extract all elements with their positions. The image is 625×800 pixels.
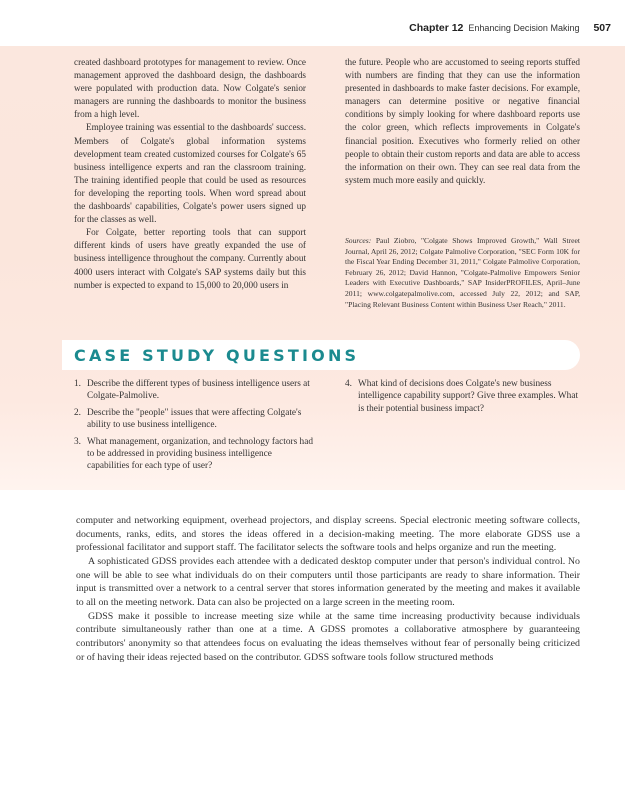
question-text: Describe the different types of business intelligence users at Colgate-Palmolive. bbox=[87, 379, 310, 402]
question-item bbox=[74, 407, 314, 432]
body-paragraph-2: A sophisticated GDSS provides each attendee with a dedicated desktop computer under that person's individual control. No one will be able to see what individuals do on their computers until those participants are ready to share information. Their input is transmitted over a network to a central server that stores information generated by the meeting and makes it available to all on the meeting network. Data can also be projected on a large screen in the meeting room. bbox=[76, 555, 580, 608]
sources-note bbox=[345, 236, 580, 310]
questions-left-column bbox=[74, 378, 314, 477]
body-text bbox=[76, 514, 580, 664]
case-right-paragraph-1: the future. People who are accustomed to seeing reports stuffed with numbers are finding that they can use the information presented in dashboards to make faster decisions. For example, managers can determine positive or negative financial conditions by simply looking for where dashboard reports use the color green, which reflects improvements in Colgate's financial position. Executives who formerly relied on other people to obtain their custom reports and data are able to access the information on their own. They can see real data from the system much more easily and quickly. bbox=[345, 57, 580, 185]
sources-label: Sources: bbox=[345, 236, 372, 245]
case-left-paragraph-2: Employee training was essential to the dashboards' success. Members of Colgate's global information systems development team created customized courses for Colgate's 65 business intelligence experts and ran the classroom training. The training identified people that could be used as resources for developing the reporting tools. When word spread about the dashboards' capabilities, Colgate's power users signed up for the classes as well. bbox=[74, 122, 306, 225]
question-number: 4. bbox=[345, 379, 352, 389]
question-item bbox=[74, 436, 314, 473]
body-paragraph-1: computer and networking equipment, overhead projectors, and display screens. Special electronic meeting software collects, documents, ranks, edits, and stores the ideas offered in a decision-making meeting. The more elaborate GDSS use a professional facilitator and support staff. The facilitator selects the software tools and helps organize and run the meeting. bbox=[76, 515, 580, 554]
questions-right-column bbox=[345, 378, 580, 419]
question-text: Describe the "people" issues that were affecting Colgate's ability to use business intelligence. bbox=[87, 407, 302, 431]
question-number: 3. bbox=[74, 436, 81, 447]
question-text: What management, organization, and technology factors had to be addressed in providing business intelligence capabilities for each type of user? bbox=[87, 436, 313, 472]
case-left-paragraph-3: For Colgate, better reporting tools that can support different kinds of users have greatly expanded the use of business intelligence throughout the company. Currently about 4000 users interact with Colgate's SAP systems daily but this number is expected to expand to 15,000 to 20,000 users in bbox=[74, 227, 306, 290]
chapter-title: Enhancing Decision Making bbox=[468, 23, 580, 33]
case-right-column bbox=[345, 56, 580, 187]
body-paragraph-3: GDSS make it possible to increase meeting size while at the same time increasing productivity because individuals contribute simultaneously rather than one at a time. A GDSS promotes a collaborative atmosphere by guaranteeing contributors' anonymity so that attendees focus on evaluating the ideas themselves without fear of personally being criticized or of having their ideas rejected based on the contributor. GDSS software tools follow structured methods bbox=[76, 610, 580, 663]
sources-text: Paul Ziobro, "Colgate Shows Improved Growth," Wall Street Journal, April 26, 2012; Colgate Palmolive Corporation, "SEC Form 10K for the Fiscal Year Ending December 31, 2011," Colgate Palmolive Corporation, February 26, 2012; David Hannon, "Colgate-Palmolive Empowers Senior Leaders with Executive Dashboards," SAP InsiderPROFILES, April–June 2011; www.colgatepalmolive.com, accessed July 22, 2012; and SAP, "Placing Relevant Business Content within Business User Reach," 2011. bbox=[345, 236, 580, 309]
question-text: What kind of decisions does Colgate's new business intelligence capability support? Give three examples. What is their potential business impact? bbox=[358, 379, 579, 414]
case-left-paragraph-1: created dashboard prototypes for management to review. Once management approved the dashboard design, the dashboards were populated with production data. Now Colgate's senior managers are running the dashboards to monitor the business from a high level. bbox=[74, 57, 306, 120]
question-item bbox=[345, 378, 580, 415]
case-left-column bbox=[74, 56, 306, 292]
case-study-questions-title: CASE STUDY QUESTIONS bbox=[74, 345, 360, 365]
page-header bbox=[0, 0, 625, 46]
question-number: 2. bbox=[74, 407, 81, 418]
question-number: 1. bbox=[74, 379, 81, 389]
question-item bbox=[74, 378, 314, 403]
chapter-label: Chapter 12 bbox=[409, 22, 464, 34]
case-study-questions-bar bbox=[62, 340, 580, 370]
page-number: 507 bbox=[593, 22, 611, 34]
